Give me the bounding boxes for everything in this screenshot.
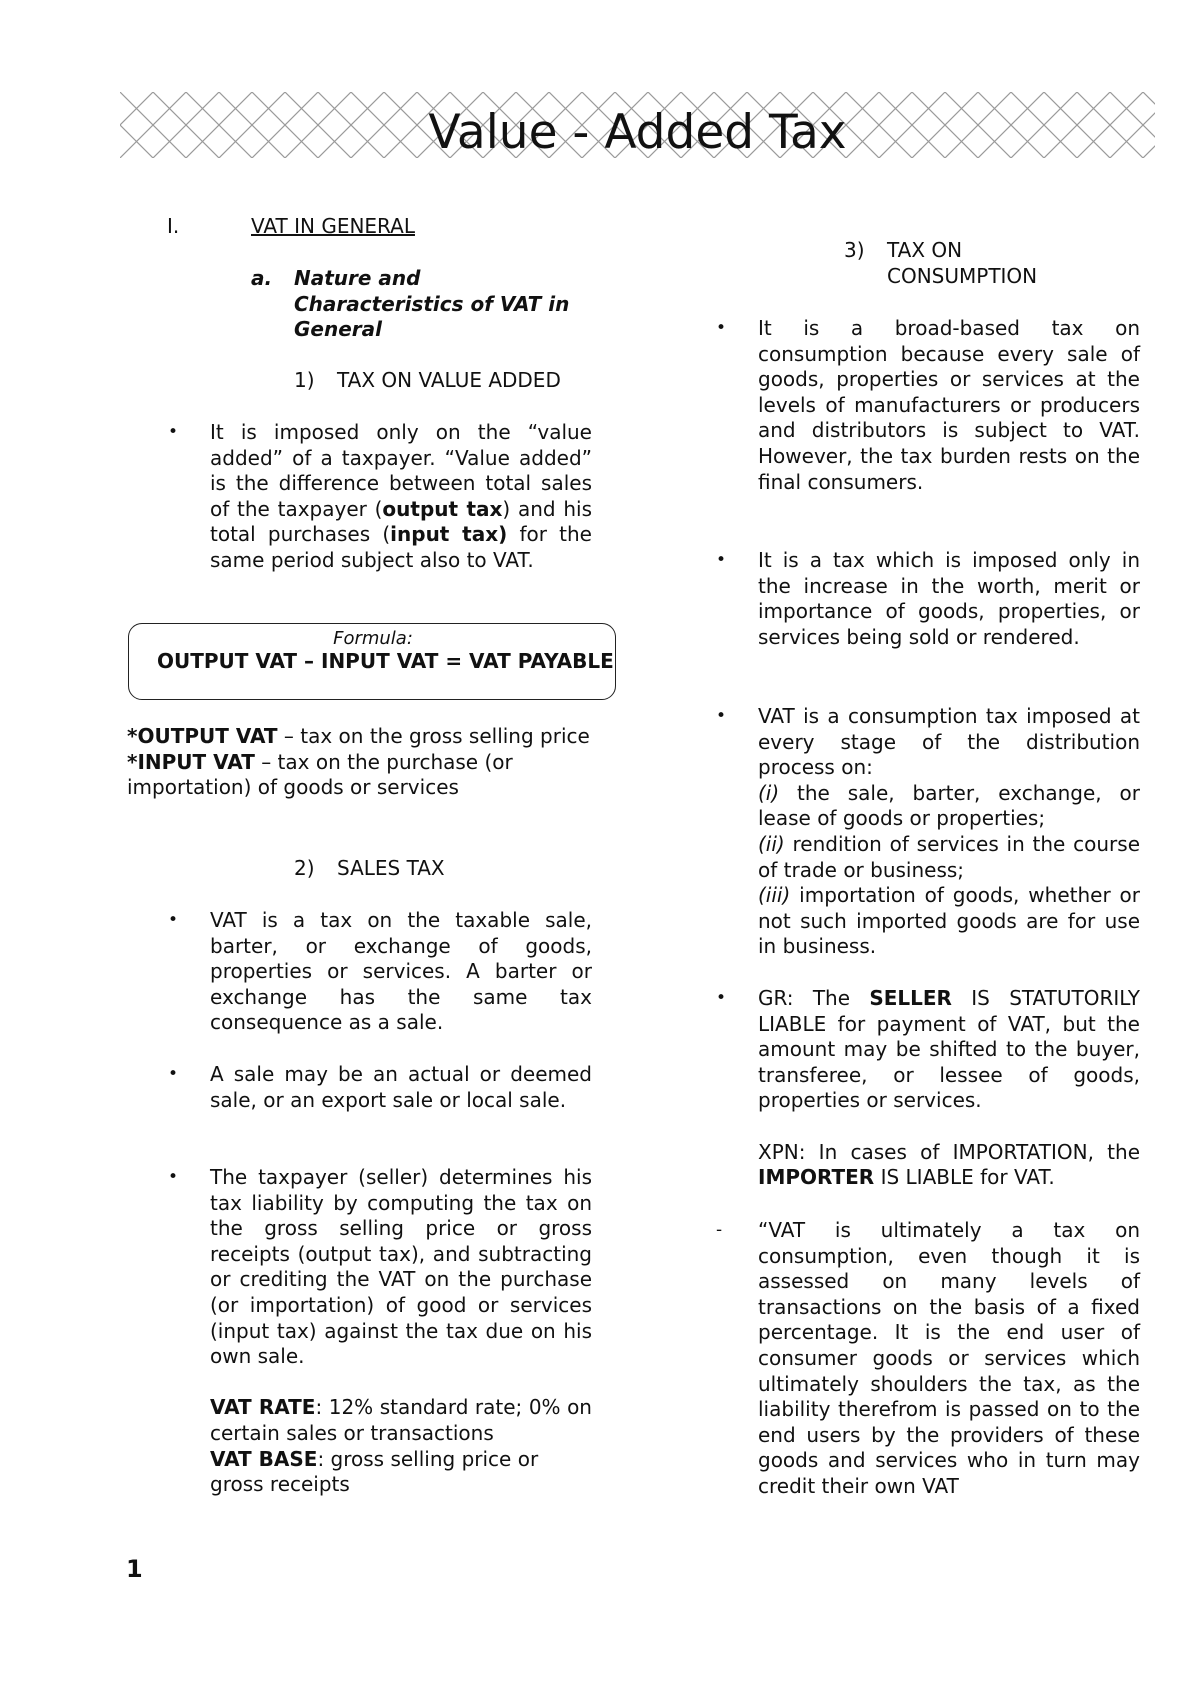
definition-input-vat: *INPUT VAT – tax on the purchase (or importation) of goods or services xyxy=(127,749,513,800)
item-label: TAX ON CONSUMPTION xyxy=(887,238,1038,288)
bullet-text: It is a broad-based tax on consumption because every sale of goods, properties or services at the levels of manufacturers or producers and distributors is subject to VAT. However, the tax burden rests on the final consumers. xyxy=(758,316,1140,494)
bullet-icon: • xyxy=(716,706,727,726)
vat-rate: VAT RATE: 12% standard rate; 0% on certain sales or transactions xyxy=(210,1395,592,1445)
item-label: SALES TAX xyxy=(337,856,445,880)
bullet-icon: • xyxy=(168,910,179,930)
item-label: TAX ON VALUE ADDED xyxy=(337,368,561,392)
bullet-text: GR: The SELLER IS STATUTORILY LIABLE for payment of VAT, but the amount may be shifted to the buyer, transferee, or lessee of goods, properties or services. XPN: In cases of IMPORTATION, the IMPORTER IS LIABLE for VAT. xyxy=(758,986,1140,1190)
subsection-letter: a. xyxy=(251,266,273,290)
bullet-icon: • xyxy=(716,318,727,338)
quote-text: “VAT is ultimately a tax on consumption, even though it is assessed on many levels of transactions on the basis of a fixed percentage. It is the end user of consumer goods or services which ultimately shoulders the tax, as the liability therefrom is passed on to the end users by the providers of these goods and services who in turn may credit their own VAT xyxy=(758,1218,1140,1498)
section-number: I. xyxy=(167,214,180,238)
bullet-text: It is imposed only on the “value added” of a taxpayer. “Value added” is the difference between total sales of the taxpayer (output tax) and his total purchases (input tax) for the same period subject also to VAT. xyxy=(210,420,592,572)
definitions xyxy=(127,724,592,801)
dash-marker: - xyxy=(716,1220,723,1240)
exception-note: XPN: In cases of IMPORTATION, the IMPORTER IS LIABLE for VAT. xyxy=(758,1139,1140,1190)
vat-base: VAT BASE: gross selling price or gross receipts xyxy=(210,1446,539,1497)
item-number: 2) xyxy=(294,856,315,880)
bullet-text: It is a tax which is imposed only in the increase in the worth, merit or importance of goods, properties, or services being sold or rendered. xyxy=(758,548,1140,649)
bullet-icon: • xyxy=(716,550,727,570)
bullet-icon: • xyxy=(716,988,727,1008)
title-banner xyxy=(120,92,1155,158)
formula-box xyxy=(128,623,616,700)
bullet-icon: • xyxy=(168,1167,179,1187)
formula-caption: Formula: xyxy=(333,628,413,649)
bullet-text: A sale may be an actual or deemed sale, or an export sale or local sale. xyxy=(210,1062,592,1112)
section-label: VAT IN GENERAL xyxy=(251,214,415,238)
bullet-text: VAT is a tax on the taxable sale, barter, or exchange of goods, properties or services. A barter or exchange has the same tax consequence as a sale. xyxy=(210,908,592,1035)
bullet-text: The taxpayer (seller) determines his tax liability by computing the tax on the gross selling price or gross receipts (output tax), and subtracting or crediting the VAT on the purchase (or importation) of good or services (input tax) against the tax due on his own sale. VAT RATE: 12% standard rate; 0% on certain sales or transactions VAT BASE: gross selling price or gross receipts xyxy=(210,1165,592,1497)
bullet-icon: • xyxy=(168,1064,179,1084)
definition-output-vat: *OUTPUT VAT – tax on the gross selling price xyxy=(127,724,590,748)
bullet-text: VAT is a consumption tax imposed at every stage of the distribution process on: (i) the sale, barter, exchange, or lease of goods or properties; (ii) rendition of services in the course of trade or business; (iii) importation of goods, whether or not such imported goods are for use in business. xyxy=(758,704,1140,959)
page-number: 1 xyxy=(126,1555,143,1583)
item-number: 3) xyxy=(844,238,865,262)
page-title: Value - Added Tax xyxy=(428,105,847,160)
formula-equation: OUTPUT VAT – INPUT VAT = VAT PAYABLE xyxy=(157,649,614,673)
item-number: 1) xyxy=(294,368,315,392)
bullet-icon: • xyxy=(168,422,179,442)
subsection-label: Nature and Characteristics of VAT in General xyxy=(294,266,570,342)
